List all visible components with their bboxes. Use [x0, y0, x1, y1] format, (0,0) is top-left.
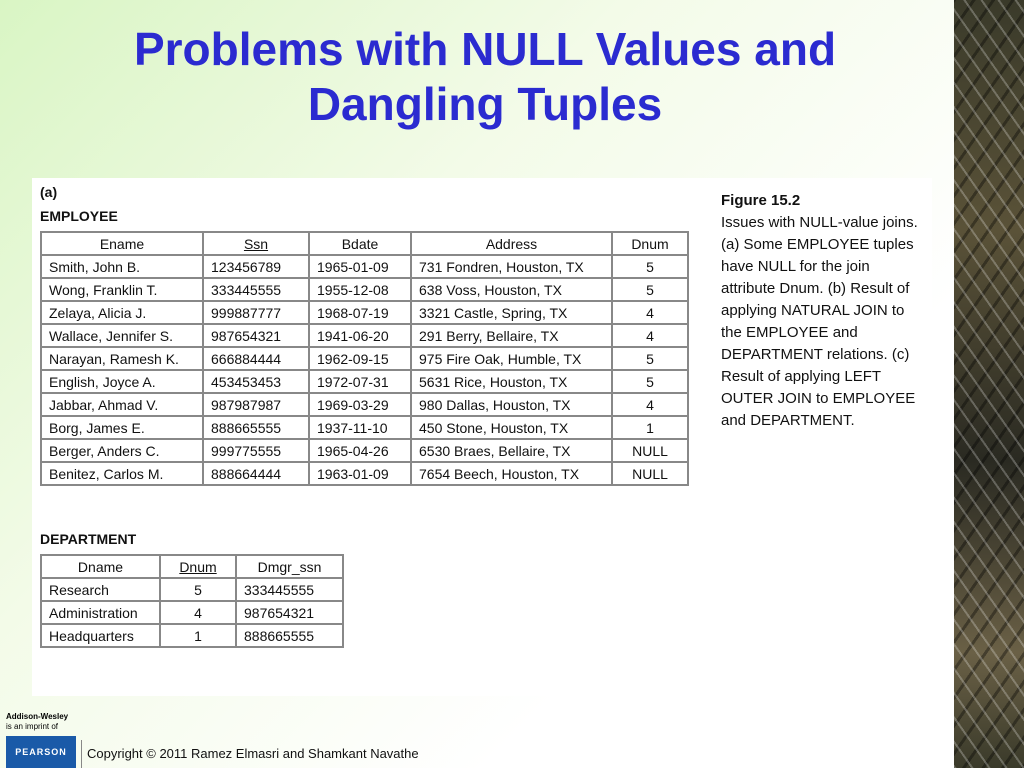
employee-header-address: Address [411, 232, 612, 255]
employee-cell: 5631 Rice, Houston, TX [411, 370, 612, 393]
department-cell: Research [41, 578, 160, 601]
department-header-dmgr-ssn: Dmgr_ssn [236, 555, 343, 578]
employee-cell: English, Joyce A. [41, 370, 203, 393]
decorative-side-panel [954, 0, 1024, 768]
department-cell: 5 [160, 578, 236, 601]
employee-cell: 7654 Beech, Houston, TX [411, 462, 612, 485]
employee-cell: 980 Dallas, Houston, TX [411, 393, 612, 416]
figure-panel [32, 178, 932, 696]
employee-row [41, 370, 688, 393]
department-cell: Headquarters [41, 624, 160, 647]
employee-cell: 1 [612, 416, 688, 439]
department-row [41, 578, 343, 601]
logo-imprint: is an imprint of [6, 722, 59, 731]
department-row [41, 601, 343, 624]
department-cell: 1 [160, 624, 236, 647]
employee-cell: 333445555 [203, 278, 309, 301]
employee-cell: 999887777 [203, 301, 309, 324]
employee-cell: 666884444 [203, 347, 309, 370]
employee-label: EMPLOYEE [40, 208, 118, 224]
employee-cell: 1941-06-20 [309, 324, 411, 347]
department-label: DEPARTMENT [40, 531, 137, 547]
employee-cell: Benitez, Carlos M. [41, 462, 203, 485]
employee-cell: Zelaya, Alicia J. [41, 301, 203, 324]
employee-row [41, 301, 688, 324]
employee-table [40, 231, 689, 486]
department-header-row [41, 555, 343, 578]
employee-header-row [41, 232, 688, 255]
publisher-logo [6, 712, 78, 768]
title-line-1: Problems with NULL Values and [133, 23, 837, 75]
employee-cell: 5 [612, 347, 688, 370]
employee-cell: 1968-07-19 [309, 301, 411, 324]
employee-cell: 4 [612, 324, 688, 347]
employee-cell: 1963-01-09 [309, 462, 411, 485]
employee-header-dnum: Dnum [612, 232, 688, 255]
employee-row [41, 462, 688, 485]
employee-row [41, 347, 688, 370]
employee-header-bdate: Bdate [309, 232, 411, 255]
employee-cell: 975 Fire Oak, Humble, TX [411, 347, 612, 370]
figure-number: Figure 15.2 [721, 192, 801, 209]
department-row [41, 624, 343, 647]
employee-cell: 6530 Braes, Bellaire, TX [411, 439, 612, 462]
employee-header-ename: Ename [41, 232, 203, 255]
department-cell: 4 [160, 601, 236, 624]
employee-cell: 999775555 [203, 439, 309, 462]
employee-row [41, 324, 688, 347]
employee-row [41, 416, 688, 439]
employee-cell: 1965-04-26 [309, 439, 411, 462]
employee-cell: 291 Berry, Bellaire, TX [411, 324, 612, 347]
employee-cell: 5 [612, 255, 688, 278]
employee-cell: 888665555 [203, 416, 309, 439]
employee-row [41, 439, 688, 462]
department-table [40, 554, 344, 648]
slide-title [30, 22, 940, 132]
logo-name: Addison-Wesley [6, 712, 69, 721]
employee-cell: 5 [612, 370, 688, 393]
employee-cell: 450 Stone, Houston, TX [411, 416, 612, 439]
employee-cell: Wallace, Jennifer S. [41, 324, 203, 347]
employee-cell: 3321 Castle, Spring, TX [411, 301, 612, 324]
employee-cell: NULL [612, 462, 688, 485]
department-cell: Administration [41, 601, 160, 624]
pearson-logo: PEARSON [6, 736, 76, 768]
employee-cell: 5 [612, 278, 688, 301]
employee-cell: Jabbar, Ahmad V. [41, 393, 203, 416]
employee-cell: 987987987 [203, 393, 309, 416]
employee-cell: 1937-11-10 [309, 416, 411, 439]
dnum-key-label: Dnum [179, 558, 217, 575]
employee-cell: 888664444 [203, 462, 309, 485]
employee-cell: 123456789 [203, 255, 309, 278]
department-table-body [41, 578, 343, 647]
ssn-key-label: Ssn [243, 235, 269, 252]
department-cell: 987654321 [236, 601, 343, 624]
employee-cell: NULL [612, 439, 688, 462]
employee-cell: 453453453 [203, 370, 309, 393]
employee-cell: Smith, John B. [41, 255, 203, 278]
employee-cell: 1962-09-15 [309, 347, 411, 370]
department-cell: 333445555 [236, 578, 343, 601]
section-b-label-clipped [40, 683, 44, 696]
employee-cell: 731 Fondren, Houston, TX [411, 255, 612, 278]
figure-caption-block [721, 190, 921, 432]
employee-row [41, 393, 688, 416]
employee-header-ssn [203, 232, 309, 255]
department-header-dnum [160, 555, 236, 578]
figure-caption: Issues with NULL-value joins. (a) Some EMPLOYEE tuples have NULL for the join attribute Dnum. (b) Result of applying NATURAL JOIN to the EMPLOYEE and DEPARTMENT relations. (c) Result of applying LEFT OUTER JOIN to EMPLOYEE and DEPARTMENT. [721, 214, 918, 429]
employee-row [41, 255, 688, 278]
employee-cell: 1965-01-09 [309, 255, 411, 278]
department-header-dname: Dname [41, 555, 160, 578]
employee-cell: Narayan, Ramesh K. [41, 347, 203, 370]
title-line-2: Dangling Tuples [307, 78, 663, 130]
employee-cell: 638 Voss, Houston, TX [411, 278, 612, 301]
footer-divider [81, 740, 82, 768]
employee-cell: 1969-03-29 [309, 393, 411, 416]
employee-cell: 987654321 [203, 324, 309, 347]
employee-cell: 1972-07-31 [309, 370, 411, 393]
copyright-text: Copyright © 2011 Ramez Elmasri and Shamkant Navathe [87, 746, 419, 761]
employee-cell: Berger, Anders C. [41, 439, 203, 462]
employee-cell: 1955-12-08 [309, 278, 411, 301]
employee-row [41, 278, 688, 301]
section-a-label: (a) [40, 184, 58, 200]
employee-cell: Borg, James E. [41, 416, 203, 439]
employee-cell: 4 [612, 393, 688, 416]
employee-table-body [41, 255, 688, 485]
employee-cell: Wong, Franklin T. [41, 278, 203, 301]
employee-cell: 4 [612, 301, 688, 324]
department-cell: 888665555 [236, 624, 343, 647]
